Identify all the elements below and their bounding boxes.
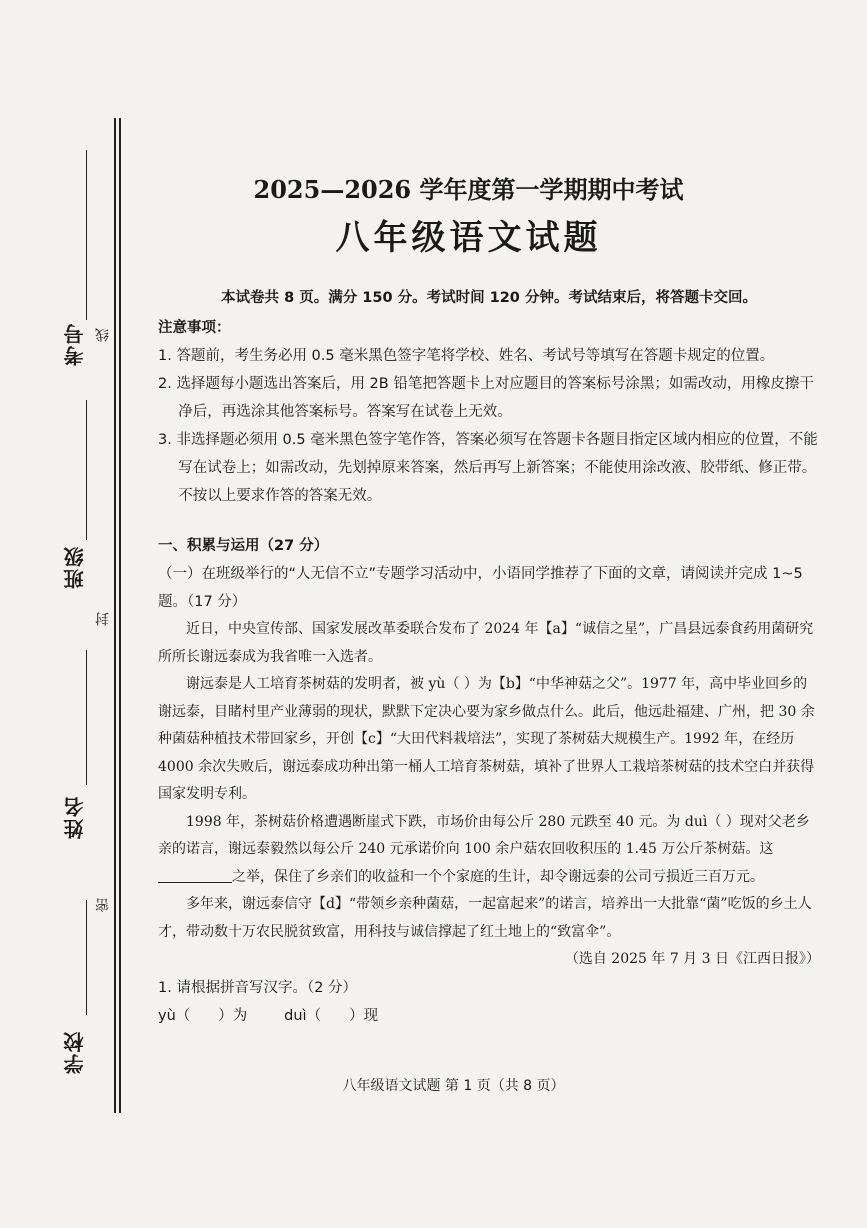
article-paragraph-4: 多年来，谢远泰信守【d】“带领乡亲种菌菇，一起富起来”的诺言，培养出一大批靠“菌”吃饭的乡土人才，带动数十万农民脱贫致富，用科技与诚信撑起了红土地上的“致富伞”。 — [158, 896, 812, 940]
seal-feng: 封 — [95, 612, 111, 626]
article-paragraph-3-part1: 1998 年，茶树菇价格遭遇断崖式下跌，市场价由每公斤 280 元跌至 40 元。为 duì（ ）现对父老乡亲的诺言，谢远泰毅然以每公斤 240 元承诺价向 100 余户菇农回收积压的 1.45 万公斤茶树菇。这 — [158, 813, 810, 857]
note-item-3: 3. 非选择题必须用 0.5 毫米黑色签字笔作答，答案必须写在答题卡各题目指定区域内相应的位置，不能写在试卷上；如需改动，先划掉原来答案，然后再写上新答案；不能使用涂改液、胶带纸、修正带。不按以上要求作答的答案无效。 — [158, 432, 818, 504]
q1-yu-suffix: ）为 — [218, 1007, 248, 1024]
article-paragraph-3-part2: 之举，保住了乡亲们的收益和一个个家庭的生计，却令谢远泰的公司亏损近三百万元。 — [232, 868, 764, 885]
q1-yu-pinyin: yù（ — [158, 1007, 191, 1024]
note-item-2: 2. 选择题每小题选出答案后，用 2B 铅笔把答题卡上对应题目的答案标号涂黑；如需改动，用橡皮擦干净后，再选涂其他答案标号。答案写在试卷上无效。 — [158, 376, 814, 420]
exam-intro: 本试卷共 8 页。满分 150 分。考试时间 120 分钟。考试结束后，将答题卡交回。 — [221, 290, 757, 306]
school-label: 学校 — [63, 1030, 87, 1074]
question-1-items — [158, 1002, 820, 1030]
seal-xian: 线 — [95, 328, 111, 342]
task-instruction: （一）在班级举行的“人无信不立”专题学习活动中，小语同学推荐了下面的文章，请阅读并完成 1~5 题。（17 分） — [158, 566, 803, 610]
exam-content — [158, 284, 820, 1030]
fill-blank — [158, 866, 232, 883]
subject-title: 八年级语文试题 — [335, 218, 602, 258]
name-label: 姓名 — [63, 795, 87, 839]
note-item-1: 1. 答题前，考生务必用 0.5 毫米黑色签字笔将学校、姓名、考试号等填写在答题卡规定的位置。 — [158, 348, 775, 364]
question-1: 1. 请根据拼音写汉字。（2 分） — [158, 979, 358, 996]
binding-double-line — [114, 118, 121, 1113]
class-line — [86, 400, 87, 540]
school-line — [86, 900, 87, 1015]
name-line — [86, 650, 87, 785]
article-paragraph-2: 谢远泰是人工培育茶树菇的发明者，被 yù（ ）为【b】“中华神菇之父”。1977 年，高中毕业回乡的谢远泰，目睹村里产业薄弱的现状，默默下定决心要为家乡做点什么。此后，他远赴福建、广州，把 30 余种菌菇种植技术带回家乡，开创【c】“大田代料栽培法”，实现了茶树菇大规模生产。1992 年，在经历 4000 余次失败后，谢远泰成功种出第一桶人工培育茶树菇，填补了世界人工栽培茶树菇的技术空白并获得国家发明专利。 — [158, 676, 815, 802]
seal-mi: 密 — [95, 898, 111, 912]
article — [158, 616, 820, 974]
page-footer: 八年级语文试题 第 1 页（共 8 页） — [342, 1078, 565, 1094]
q1-dui-pinyin: duì（ — [284, 1007, 322, 1024]
exam-no-label: 考号 — [63, 322, 87, 366]
q1-dui-suffix: ）现 — [349, 1007, 379, 1024]
section-heading: 一、积累与运用（27 分） — [158, 538, 329, 554]
class-label: 班级 — [63, 545, 87, 589]
notes-heading: 注意事项： — [158, 320, 231, 336]
article-paragraph-1: 近日，中央宣传部、国家发展改革委联合发布了 2024 年【a】“诚信之星”，广昌县远泰食药用菌研究所所长谢远泰成为我省唯一入选者。 — [158, 621, 814, 665]
exam-title: 2025—2026 学年度第一学期期中考试 — [253, 175, 684, 204]
article-paragraph-3 — [158, 809, 820, 892]
article-source: （选自 2025 年 7 月 3 日《江西日报》） — [564, 951, 820, 967]
